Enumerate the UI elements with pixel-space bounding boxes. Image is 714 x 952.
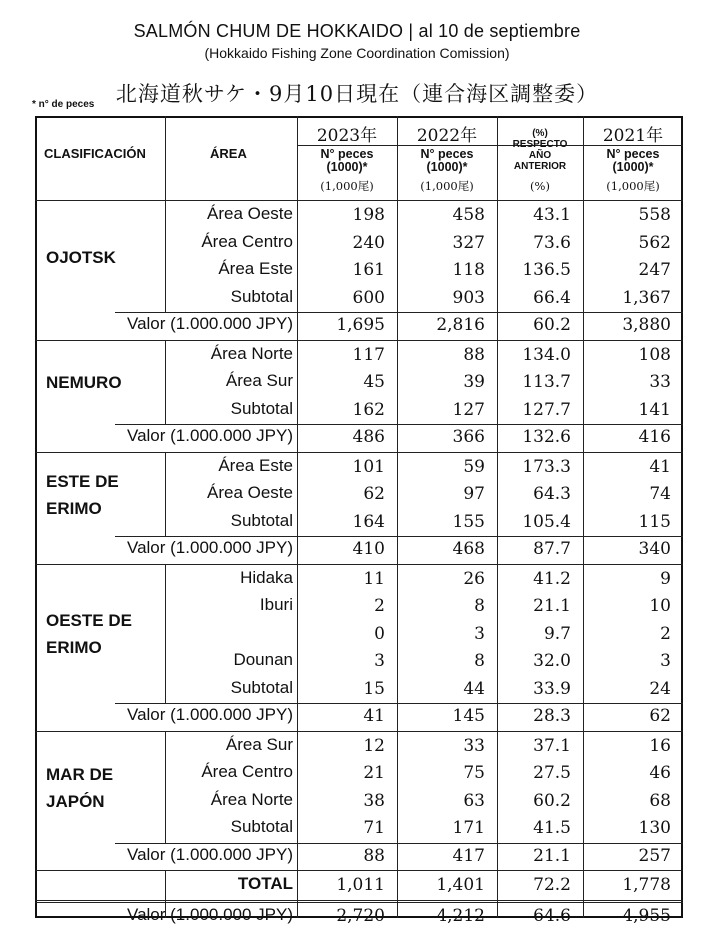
- data-cell-0: 38: [363, 790, 385, 811]
- area-label: [165, 623, 293, 651]
- area-label: Iburi: [259, 595, 293, 614]
- data-cell-3: 247: [638, 260, 671, 280]
- data-cell-0: 21: [363, 763, 385, 783]
- data-cell-0: 0: [374, 623, 385, 644]
- total-cell-3: 1,778: [622, 875, 671, 895]
- data-cell-0: 12: [363, 735, 385, 756]
- value-cell-0: 486: [352, 427, 385, 447]
- data-cell-1: 97: [463, 484, 485, 504]
- header-unit-line2: (1000)*: [612, 160, 654, 174]
- data-cell-3: 115: [638, 511, 671, 532]
- header-pct-line4: ANTERIOR: [513, 161, 567, 172]
- data-cell-2: 33.9: [533, 678, 571, 699]
- value-cell-3: 3,880: [622, 315, 671, 335]
- header-unit-line1: N° peces: [606, 147, 660, 161]
- data-cell-0: 71: [363, 818, 385, 838]
- area-label: Área Este: [218, 259, 293, 278]
- group-bottom-line: [35, 731, 683, 732]
- data-cell-1: 327: [452, 232, 485, 253]
- header-unit-line1: N° peces: [320, 147, 374, 161]
- value-cell-2: 60.2: [533, 315, 571, 335]
- data-cell-3: 558: [638, 205, 671, 225]
- data-cell-2: 173.3: [522, 456, 571, 477]
- data-cell-0: 162: [352, 399, 385, 420]
- data-cell-3: 562: [638, 232, 671, 253]
- data-cell-1: 75: [463, 763, 485, 783]
- value-label: Valor (1.000.000 JPY): [127, 314, 293, 333]
- data-cell-3: 2: [660, 623, 671, 644]
- total-area-divider: [165, 870, 166, 918]
- data-cell-1: 127: [452, 399, 485, 420]
- value-cell-2: 132.6: [522, 427, 571, 447]
- header-pct-line2: RESPECTO: [512, 139, 568, 150]
- area-label: Área Centro: [201, 231, 293, 251]
- area-label: Subtotal: [230, 510, 293, 530]
- data-cell-2: 21.1: [533, 596, 571, 616]
- value-cell-0: 1,695: [336, 315, 385, 335]
- total-value-label: Valor (1.000.000 JPY): [127, 904, 293, 924]
- group-name: OJOTSK: [46, 247, 116, 267]
- value-cell-1: 2,816: [436, 315, 485, 335]
- header-pct-line1: (%): [532, 128, 548, 139]
- data-cell-3: 130: [638, 818, 671, 838]
- data-cell-0: 3: [374, 651, 385, 671]
- header-unit-line2: (1000)*: [426, 160, 468, 174]
- data-cell-1: 39: [463, 372, 485, 392]
- data-cell-2: 27.5: [533, 763, 571, 783]
- data-cell-1: 3: [474, 623, 485, 644]
- data-cell-3: 3: [660, 651, 671, 671]
- value-row-top-line: [115, 843, 683, 844]
- data-cell-3: 9: [660, 568, 671, 589]
- value-cell-0: 88: [363, 845, 385, 866]
- data-cell-1: 44: [463, 678, 485, 699]
- group-bottom-line: [35, 452, 683, 453]
- data-cell-0: 240: [352, 232, 385, 253]
- value-row-top-line: [115, 536, 683, 537]
- value-label: Valor (1.000.000 JPY): [127, 426, 293, 445]
- group-area-divider: [165, 564, 166, 704]
- data-cell-2: 32.0: [533, 651, 571, 671]
- value-label: Valor (1.000.000 JPY): [127, 844, 293, 864]
- data-cell-1: 8: [474, 651, 485, 671]
- header-unit-jp: (1,000尾): [320, 179, 374, 193]
- area-label: Área Este: [218, 455, 293, 475]
- data-cell-3: 108: [638, 344, 671, 365]
- data-cell-3: 1,367: [622, 287, 671, 308]
- group-bottom-line: [35, 564, 683, 565]
- data-cell-1: 88: [463, 344, 485, 365]
- data-cell-1: 155: [452, 511, 485, 532]
- numeric-column-divider: [397, 200, 398, 918]
- value-cell-2: 21.1: [533, 845, 571, 866]
- data-cell-1: 458: [452, 205, 485, 225]
- header-unit-line2: (1000)*: [326, 160, 368, 174]
- data-cell-0: 600: [352, 287, 385, 308]
- area-label: Área Norte: [210, 343, 293, 363]
- data-cell-1: 63: [463, 790, 485, 811]
- total-value-cell-0: 2,720: [336, 905, 385, 926]
- data-cell-0: 198: [352, 205, 385, 225]
- header-year-1: 2022年: [416, 126, 478, 146]
- total-divider: [35, 900, 683, 901]
- area-label: Hidaka: [240, 567, 293, 587]
- value-cell-1: 145: [452, 706, 485, 726]
- header-pct-unit: (%): [530, 179, 550, 193]
- data-cell-3: 10: [649, 596, 671, 616]
- area-label: Área Oeste: [207, 204, 293, 223]
- group-area-divider: [165, 200, 166, 312]
- value-row-top-line: [115, 703, 683, 704]
- data-cell-1: 171: [452, 818, 485, 838]
- group-name: MAR DE: [46, 764, 114, 784]
- data-cell-1: 26: [463, 568, 485, 589]
- total-value-cell-1: 4,212: [436, 905, 485, 926]
- japanese-title: 北海道秋サケ・9月10日現在（連合海区調整委）: [115, 82, 599, 106]
- data-cell-0: 2: [374, 596, 385, 616]
- group-name: OESTE DE: [46, 611, 132, 631]
- total-value-cell-2: 64.6: [533, 905, 571, 926]
- data-cell-2: 60.2: [533, 790, 571, 811]
- group-name: NEMURO: [46, 373, 122, 393]
- data-cell-3: 24: [649, 678, 671, 699]
- value-label: Valor (1.000.000 JPY): [127, 705, 293, 724]
- value-cell-0: 410: [352, 539, 385, 559]
- data-cell-2: 43.1: [533, 205, 571, 225]
- data-cell-2: 127.7: [522, 399, 571, 420]
- data-cell-0: 101: [352, 456, 385, 477]
- value-row-top-line: [115, 424, 683, 425]
- area-label: Subtotal: [230, 286, 293, 306]
- data-cell-2: 64.3: [533, 484, 571, 504]
- group-name: ERIMO: [46, 638, 102, 658]
- data-cell-3: 16: [649, 735, 671, 756]
- numeric-column-divider: [583, 200, 584, 918]
- header-unit-jp: (1,000尾): [420, 179, 474, 193]
- area-label: Área Sur: [225, 734, 293, 754]
- data-cell-1: 903: [452, 287, 485, 308]
- data-cell-2: 66.4: [533, 287, 571, 308]
- group-area-divider: [165, 731, 166, 843]
- group-area-divider: [165, 340, 166, 425]
- data-cell-2: 134.0: [522, 344, 571, 365]
- data-cell-1: 59: [463, 456, 485, 477]
- value-row-top-line: [115, 312, 683, 313]
- header-pct-line3: AÑO: [528, 150, 552, 161]
- data-cell-2: 136.5: [522, 260, 571, 280]
- data-cell-2: 73.6: [533, 232, 571, 253]
- value-cell-2: 28.3: [533, 706, 571, 726]
- data-cell-3: 33: [649, 372, 671, 392]
- data-cell-0: 62: [363, 484, 385, 504]
- data-cell-2: 113.7: [522, 372, 571, 392]
- data-cell-2: 41.2: [533, 568, 571, 589]
- value-cell-3: 416: [638, 427, 671, 447]
- group-bottom-line: [35, 340, 683, 341]
- value-cell-3: 257: [638, 845, 671, 866]
- area-label: Área Centro: [201, 762, 293, 781]
- total-cell-2: 72.2: [533, 875, 571, 895]
- value-label: Valor (1.000.000 JPY): [127, 538, 293, 557]
- data-cell-3: 74: [649, 484, 671, 504]
- data-cell-2: 105.4: [522, 511, 571, 532]
- unit-note: * n° de peces: [32, 99, 95, 110]
- data-cell-0: 45: [363, 372, 385, 392]
- group-name: JAPÓN: [46, 791, 105, 811]
- total-label: TOTAL: [237, 874, 293, 893]
- data-cell-0: 117: [352, 344, 385, 365]
- area-label: Área Norte: [210, 789, 293, 809]
- value-cell-1: 468: [452, 539, 485, 559]
- page-title: SALMÓN CHUM DE HOKKAIDO | al 10 de septiembre: [133, 21, 581, 41]
- group-bottom-line: [35, 870, 683, 871]
- numeric-column-divider: [497, 200, 498, 918]
- data-cell-3: 68: [649, 790, 671, 811]
- total-divider: [35, 902, 683, 903]
- header-unit-line1: N° peces: [420, 147, 474, 161]
- total-value-cell-3: 4,955: [622, 905, 671, 926]
- group-name: ERIMO: [46, 498, 102, 518]
- numeric-column-divider: [297, 200, 298, 918]
- area-label: Subtotal: [230, 677, 293, 697]
- header-area: ÁREA: [210, 146, 247, 161]
- header-year-0: 2023年: [316, 126, 378, 146]
- group-area-divider: [165, 452, 166, 537]
- area-label: Área Sur: [225, 371, 293, 390]
- group-name: ESTE DE: [46, 471, 119, 491]
- area-label: Área Oeste: [207, 483, 293, 502]
- area-label: Subtotal: [230, 817, 293, 836]
- data-cell-1: 118: [452, 260, 485, 280]
- data-cell-3: 141: [638, 399, 671, 420]
- header-column-divider: [165, 116, 166, 200]
- data-cell-0: 161: [352, 260, 385, 280]
- data-cell-0: 11: [363, 568, 385, 589]
- value-cell-3: 340: [638, 539, 671, 559]
- header-year-3: 2021年: [602, 126, 664, 146]
- data-cell-2: 9.7: [543, 623, 571, 644]
- area-label: Dounan: [233, 650, 293, 669]
- data-cell-2: 37.1: [533, 735, 571, 756]
- value-cell-1: 417: [452, 845, 485, 866]
- data-cell-1: 8: [474, 596, 485, 616]
- value-cell-3: 62: [649, 706, 671, 726]
- data-cell-1: 33: [463, 735, 485, 756]
- data-cell-0: 15: [363, 678, 385, 699]
- header-clasificacion: CLASIFICACIÓN: [44, 146, 146, 161]
- header-unit-jp: (1,000尾): [606, 179, 660, 193]
- area-label: Subtotal: [230, 398, 293, 418]
- data-cell-0: 164: [352, 511, 385, 532]
- value-cell-2: 87.7: [533, 539, 571, 559]
- total-cell-0: 1,011: [336, 875, 385, 895]
- header-bottom-line: [35, 200, 683, 201]
- value-cell-1: 366: [452, 427, 485, 447]
- total-cell-1: 1,401: [436, 875, 485, 895]
- value-cell-0: 41: [363, 706, 385, 726]
- page-subtitle: (Hokkaido Fishing Zone Coordination Comission): [204, 45, 510, 61]
- data-cell-2: 41.5: [533, 818, 571, 838]
- data-cell-3: 46: [649, 763, 671, 783]
- data-cell-3: 41: [649, 456, 671, 477]
